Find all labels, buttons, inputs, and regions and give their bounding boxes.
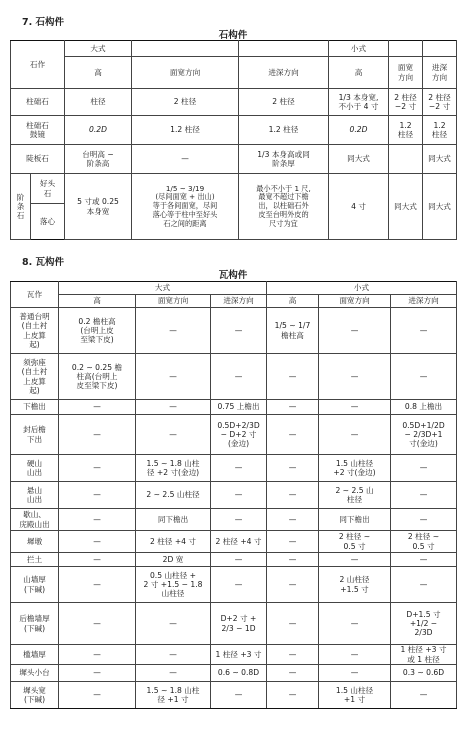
stone-table-title: 石构件 [218,30,248,41]
table-cell: — [59,665,136,682]
table-cell: 0.75 上檐出 [211,400,267,415]
table-cell: 1/5 ~ 1/7 檐柱高 [267,308,319,354]
tile-header-dashi: 大式 [59,282,267,295]
stone-header-jin-small: 进深 方向 [423,57,457,89]
table-cell: 1.5 ~ 1.8 山柱 径 +2 寸(金边) [136,455,211,482]
table-cell: 1 柱径 +3 寸 [211,645,267,665]
table-cell: — [267,603,319,645]
table-cell: 1.2 柱径 [389,116,423,145]
stone-header-dashi: 大式 [65,41,132,57]
tile-header-gao: 高 [59,295,136,308]
table-cell: — [211,354,267,400]
table-cell: 0.2D [65,116,132,145]
stone-header-gao-small: 高 [329,57,389,89]
table-cell: — [267,682,319,709]
table-row [11,455,457,482]
stone-header-xiaoshi: 小式 [329,41,389,57]
table-cell: — [211,682,267,709]
row-label: 墀墩 [11,531,59,553]
table-row [11,354,457,400]
table-cell: D+1.5 寸 +1/2 − 2/3D [391,603,457,645]
table-row [11,531,457,553]
table-cell: — [211,455,267,482]
row-label: 槛墙厚 [11,645,59,665]
tile-header-mian: 面宽方向 [136,295,211,308]
section-8-heading: 8. 瓦构件 [22,257,65,268]
tile-table-body [11,308,457,709]
table-cell: 2 柱径 [239,89,329,116]
row-label: 陡板石 [11,145,65,174]
row-label: 柱础石 [11,89,65,116]
table-cell: — [391,354,457,400]
table-cell: — [319,603,391,645]
table-cell: 1 柱径 +3 寸 或 1 柱径 [391,645,457,665]
table-cell: — [136,645,211,665]
row-sublabel: 落心 [31,204,65,240]
table-cell: — [132,145,239,174]
table-cell: — [136,603,211,645]
table-cell: — [267,400,319,415]
table-cell: 1.5 ~ 1.8 山柱 径 +1 寸 [136,682,211,709]
table-cell: 同大式 [389,174,423,240]
table-cell: — [211,567,267,603]
table-cell: 同下檐出 [319,509,391,531]
tile-components-table [10,281,457,709]
table-cell: 5 寸或 0.25 本身宽 [65,174,132,240]
table-cell: — [59,645,136,665]
tile-header-mian-small: 面宽方向 [319,295,391,308]
table-cell: — [391,553,457,567]
table-cell: — [319,665,391,682]
table-cell: — [59,603,136,645]
table-cell: 0.5 山柱径 + 2 寸 +1.5 − 1.8 山柱径 [136,567,211,603]
row-label: 山墙厚 (下碱) [11,567,59,603]
table-cell: — [267,531,319,553]
table-cell: 台明高 − 阶条高 [65,145,132,174]
table-cell: — [267,509,319,531]
table-cell: — [267,567,319,603]
table-cell: — [391,455,457,482]
row-label: 柱础石 鼓镜 [11,116,65,145]
stone-header-gao: 高 [65,57,132,89]
table-cell: 2 柱径 ~ 0.5 寸 [391,531,457,553]
table-cell: — [319,400,391,415]
table-cell: — [59,531,136,553]
table-row [11,415,457,455]
table-cell: — [391,308,457,354]
table-cell: — [319,354,391,400]
table-cell: — [136,354,211,400]
row-label: 须弥座 (自土衬 上皮算 起) [11,354,59,400]
table-cell: 1.5 山柱径 +1 寸 [319,682,391,709]
table-cell: 2 ~ 2.5 山柱径 [136,482,211,509]
row-label: 下檐出 [11,400,59,415]
table-cell: — [211,553,267,567]
table-cell: 同大式 [329,145,389,174]
table-cell: — [391,567,457,603]
table-cell: — [136,400,211,415]
row-label: 墀头宽 (下碱) [11,682,59,709]
table-cell: — [267,354,319,400]
table-cell: D+2 寸 + 2/3 − 1D [211,603,267,645]
table-row [11,509,457,531]
table-cell: 0.5D+1/2D − 2/3D+1 寸(金边) [391,415,457,455]
table-cell: — [59,415,136,455]
table-cell: — [319,553,391,567]
table-cell: 2 柱径 −2 寸 [423,89,457,116]
row-label: 硬山 山出 [11,455,59,482]
tile-table-title: 瓦构件 [218,270,248,281]
table-cell: 最小不小于 1 尺, 最宽不超过下檐 出，以柱础石外 皮至台明外皮的 尺寸为宜 [239,174,329,240]
table-row [11,174,457,204]
table-cell: 2 柱径 −2 寸 [389,89,423,116]
stone-header-zuo: 石作 [11,41,65,89]
row-label: 歇山、 庑殿山出 [11,509,59,531]
tile-header-row-1 [11,282,457,295]
table-cell: 0.5D+2/3D − D+2 寸 (金边) [211,415,267,455]
stone-components-table [10,40,457,240]
row-label: 阶 条 石 [11,174,31,240]
row-sublabel: 好头 石 [31,174,65,204]
table-cell: — [267,553,319,567]
tile-header-jin-small: 进深方向 [391,295,457,308]
table-cell: 0.6 ~ 0.8D [211,665,267,682]
table-cell: — [319,308,391,354]
tile-header-gao-small: 高 [267,295,319,308]
table-cell: 2D 宽 [136,553,211,567]
table-cell: 1/3 本身高或同 阶条厚 [239,145,329,174]
table-cell: — [319,645,391,665]
table-cell: 2 柱径 +4 寸 [136,531,211,553]
table-cell: — [211,482,267,509]
table-row [11,645,457,665]
table-cell: — [267,482,319,509]
table-cell: 同大式 [423,145,457,174]
row-label: 墀头小台 [11,665,59,682]
table-cell: — [211,509,267,531]
table-row [11,603,457,645]
table-cell: — [59,455,136,482]
table-cell: — [59,482,136,509]
table-cell: — [59,553,136,567]
table-cell: 柱径 [65,89,132,116]
table-cell: — [59,567,136,603]
stone-header-row-1 [11,41,457,57]
table-cell: — [391,682,457,709]
table-cell: 2 山柱径 +1.5 寸 [319,567,391,603]
table-cell: 0.8 上檐出 [391,400,457,415]
table-cell: — [267,665,319,682]
table-cell: 0.2 檐柱高 (台明上皮 至梁下皮) [59,308,136,354]
table-row [11,89,457,116]
table-cell: — [211,308,267,354]
row-label: 悬山 山出 [11,482,59,509]
table-row [11,482,457,509]
table-cell: — [391,482,457,509]
table-row [11,145,457,174]
row-label: 拦土 [11,553,59,567]
table-cell: 1.5 山柱径 +2 寸(金边) [319,455,391,482]
table-cell: 1/5 ~ 3/19 (尽间面宽 + 出山) 等于各间面宽，尽间 落心等于柱中至好头 石之间的距离 [132,174,239,240]
stone-header-jin: 进深方向 [239,57,329,89]
table-cell: 0.2 ~ 0.25 檐 柱高(台明上 皮至梁下皮) [59,354,136,400]
table-cell: — [136,308,211,354]
table-row [11,400,457,415]
table-cell: 1.2 柱径 [132,116,239,145]
table-row [11,567,457,603]
table-cell: 4 寸 [329,174,389,240]
tile-header-row-2 [11,295,457,308]
table-cell: — [267,415,319,455]
table-cell: 1/3 本身宽, 不小于 4 寸 [329,89,389,116]
table-row [11,682,457,709]
table-cell [389,145,423,174]
table-cell: — [136,665,211,682]
table-cell: 0.2D [329,116,389,145]
row-label: 后檐墙厚 (下碱) [11,603,59,645]
table-row [11,308,457,354]
stone-header-mian-small: 面宽 方向 [389,57,423,89]
table-cell: 同大式 [423,174,457,240]
table-row [11,665,457,682]
table-cell: — [267,645,319,665]
table-cell: 同下檐出 [136,509,211,531]
table-cell: 1.2 柱径 [423,116,457,145]
table-cell: 2 柱径 [132,89,239,116]
table-row [11,553,457,567]
table-cell: — [391,509,457,531]
table-cell: — [59,509,136,531]
table-cell: 2 ~ 2.5 山 柱径 [319,482,391,509]
table-cell: — [136,415,211,455]
table-cell: — [319,415,391,455]
table-cell: 2 柱径 ~ 0.5 寸 [319,531,391,553]
table-cell: — [59,682,136,709]
row-label: 封后檐 下出 [11,415,59,455]
stone-header-mian: 面宽方向 [132,57,239,89]
table-cell: 2 柱径 +4 寸 [211,531,267,553]
stone-header-row-2 [11,57,457,89]
table-row [11,116,457,145]
table-cell: 1.2 柱径 [239,116,329,145]
table-cell: 0.3 ~ 0.6D [391,665,457,682]
table-cell: — [267,455,319,482]
tile-header-xiaoshi: 小式 [267,282,457,295]
tile-header-zuo: 瓦作 [11,282,59,308]
row-label: 普通台明 (自土衬 上皮算 起) [11,308,59,354]
tile-header-jin: 进深方向 [211,295,267,308]
table-cell: — [59,400,136,415]
section-7-heading: 7. 石构件 [22,17,65,28]
